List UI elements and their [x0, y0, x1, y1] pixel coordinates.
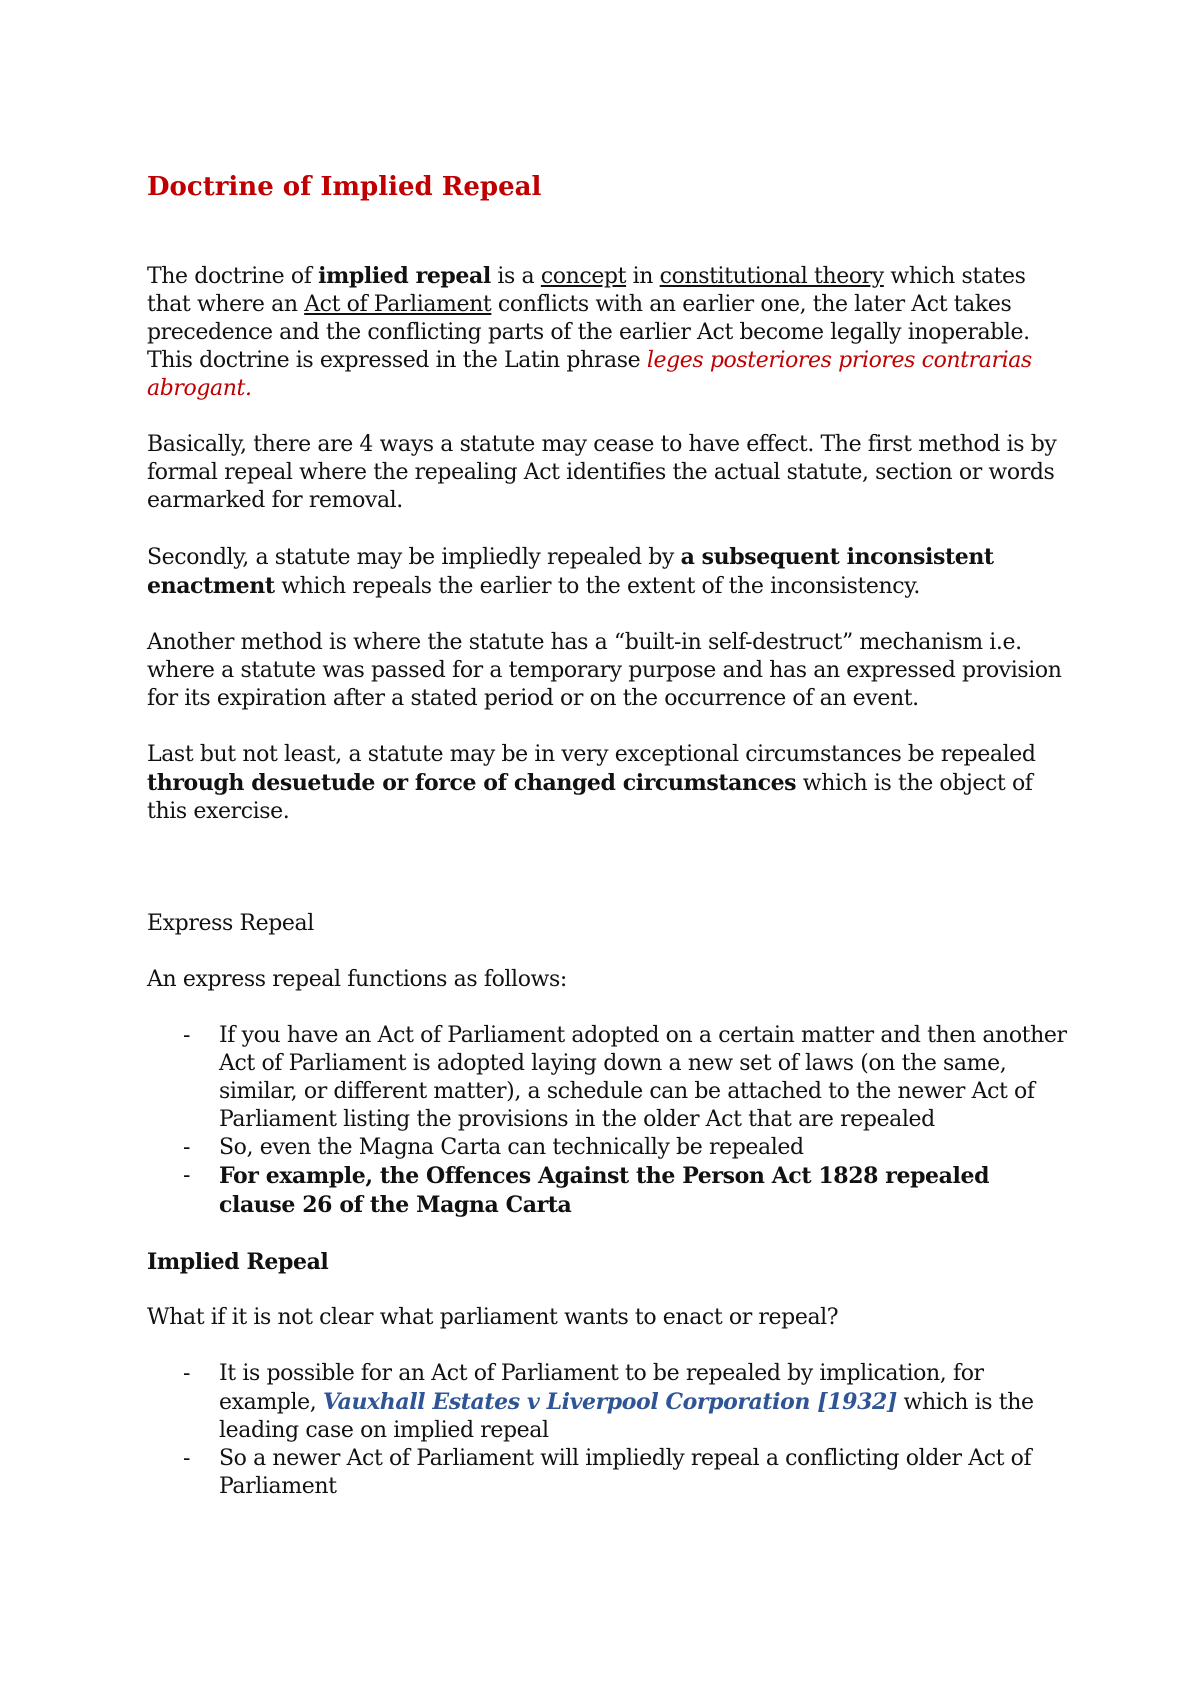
express-repeal-lead: An express repeal functions as follows: [147, 967, 567, 992]
list-item: - It is possible for an Act of Parliament to be repealed by implication, for example, Vauxhall Estates v Liverpool Corporation [1932] which is the leading case on implied repeal [183, 1361, 1034, 1443]
dash-bullet: - [183, 1163, 191, 1188]
concept-link[interactable]: concept [540, 264, 627, 289]
act-of-parliament-link[interactable]: Act of Parliament [304, 292, 492, 317]
list-item: - If you have an Act of Parliament adopted on a certain matter and then another Act of Parliament is adopted laying down a new set of laws (on the same, similar, or different matter), a schedule can be attached to the newer Act of Parliament listing the provisions in the older Act that are repealed [183, 1023, 1067, 1132]
implied-repeal-lead: What if it is not clear what parliament wants to enact or repeal? [147, 1305, 839, 1330]
inconsistent-enactment-term: a subsequent inconsistent enactment [147, 544, 994, 599]
desuetude-paragraph: Last but not least, a statute may be in very exceptional circumstances be repealed through desuetude or force of changed circumstances which is the object of this exercise. [147, 742, 1036, 824]
dash-bullet: - [183, 1361, 191, 1386]
list-item: - So a newer Act of Parliament will impliedly repeal a conflicting older Act of Parliament [183, 1446, 1032, 1499]
constitutional-theory-link[interactable]: constitutional theory [659, 264, 884, 289]
dash-bullet: - [183, 1135, 191, 1160]
dash-bullet: - [183, 1446, 191, 1471]
spacer [147, 854, 1072, 910]
implied-repeal-heading: Implied Repeal [147, 1249, 329, 1275]
ways-paragraph: Basically, there are 4 ways a statute may cease to have effect. The first method is by formal repeal where the repealing Act identifies the actual statute, section or words earmarked for removal. [147, 432, 1057, 513]
implied-repeal-list [147, 1360, 1072, 1501]
list-item: - For example, the Offences Against the Person Act 1828 repealed clause 26 of the Magna Carta [183, 1163, 990, 1218]
list-item: - So, even the Magna Carta can technically be repealed [183, 1135, 804, 1160]
self-destruct-paragraph: Another method is where the statute has a “built-in self-destruct” mechanism i.e. where a statute was passed for a temporary purpose and has an expressed provision for its expiration after a stated period or on the occurrence of an event. [147, 630, 1062, 711]
dash-bullet: - [183, 1023, 191, 1048]
case-citation: Vauxhall Estates v Liverpool Corporation [1932] [322, 1389, 897, 1415]
document-page [147, 170, 1072, 1529]
desuetude-term: through desuetude or force of changed circumstances [147, 770, 797, 796]
intro-paragraph: The doctrine of implied repeal is a concept in constitutional theory which states that where an Act of Parliament conflicts with an earlier one, the later Act takes precedence and the conflicting parts of the earlier Act become legally inoperable. This doctrine is expressed in the Latin phrase leges posteriores priores contrarias abrogant. [147, 263, 1032, 401]
express-repeal-list [147, 1022, 1072, 1220]
page-title: Doctrine of Implied Repeal [147, 172, 542, 202]
secondly-paragraph: Secondly, a statute may be impliedly repealed by a subsequent inconsistent enactment which repeals the earlier to the extent of the inconsistency. [147, 544, 994, 599]
express-repeal-heading: Express Repeal [147, 911, 314, 936]
latin-phrase: leges posteriores priores contrarias abrogant. [147, 348, 1032, 401]
implied-repeal-term: implied repeal [318, 263, 491, 289]
